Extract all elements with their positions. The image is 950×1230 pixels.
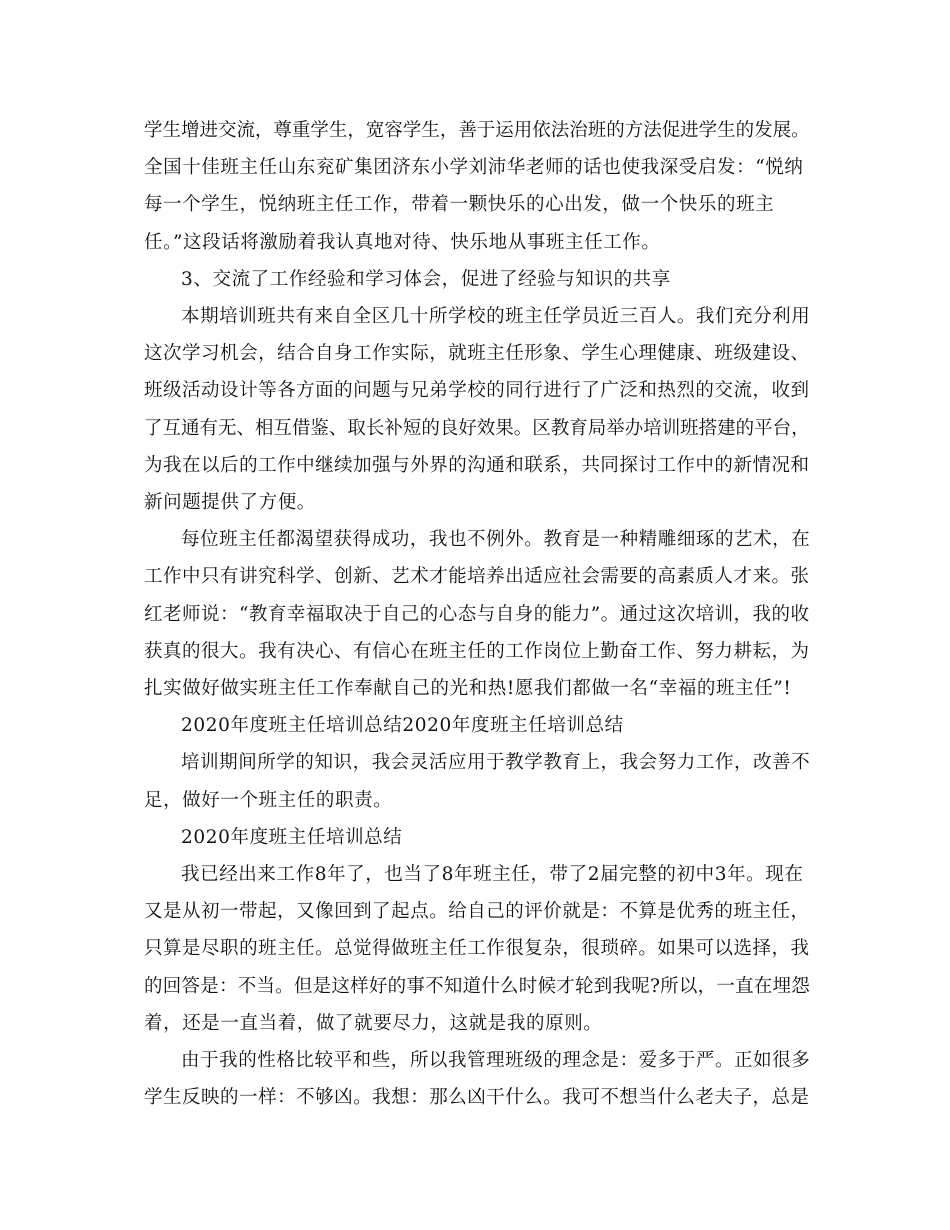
text-line: 3、交流了工作经验和学习体会，促进了经验与知识的共享 (181, 268, 671, 290)
text-line: 培训期间所学的知识，我会灵活应用于教学教育上，我会努力工作，改善不 (181, 752, 811, 774)
text-line: 又是从初一带起，又像回到了起点。给自己的评价就是：不算是优秀的班主任， (144, 901, 810, 923)
text-line: 为我在以后的工作中继续加强与外界的沟通和联系，共同探讨工作中的新情况和 (144, 454, 810, 476)
text-line: 班级活动设计等各方面的问题与兄弟学校的同行进行了广泛和热烈的交流，收到 (144, 380, 810, 402)
text-line: 扎实做好做实班主任工作奉献自己的光和热!愿我们都做一名“幸福的班主任”! (144, 678, 792, 699)
text-line: 每一个学生，悦纳班主任工作，带着一颗快乐的心出发，做一个快乐的班主 (144, 194, 775, 216)
text-line: 着，还是一直当着，做了就要尽力，这就是我的原则。 (144, 1012, 603, 1034)
text-line: 获真的很大。我有决心、有信心在班主任的工作岗位上勤奋工作、努力耕耘，为 (144, 640, 810, 662)
text-line: 学生增进交流，尊重学生，宽容学生，善于运用依法治班的方法促进学生的发展。 (144, 120, 810, 141)
text-line: 新问题提供了方便。 (144, 492, 316, 513)
text-line: 我已经出来工作8年了，也当了8年班主任，带了2届完整的初中3年。现在 (181, 864, 804, 885)
text-line: 每位班主任都渴望获得成功，我也不例外。教育是一种精雕细琢的艺术，在 (181, 529, 811, 551)
text-line: 2020年度班主任培训总结 (181, 826, 403, 848)
text-line: 本期培训班共有来自全区几十所学校的班主任学员近三百人。我们充分利用 (181, 306, 811, 327)
text-line: 任。”这段话将激励着我认真地对待、快乐地从事班主任工作。 (144, 231, 661, 253)
text-line: 红老师说：“教育幸福取决于自己的心态与自身的能力”。通过这次培训，我的收 (144, 603, 810, 625)
text-line: 只算是尽职的班主任。总觉得做班主任工作很复杂，很琐碎。如果可以选择，我 (144, 938, 810, 960)
text-line: 由于我的性格比较平和些，所以我管理班级的理念是：爱多于严。正如很多 (181, 1050, 811, 1071)
text-line: 工作中只有讲究科学、创新、艺术才能培养出适应社会需要的高素质人才来。张 (144, 566, 810, 588)
text-line: 全国十佳班主任山东兖矿集团济东小学刘沛华老师的话也使我深受启发：“悦纳 (144, 157, 804, 179)
text-line: 2020年度班主任培训总结2020年度班主任培训总结 (181, 715, 624, 737)
text-line: 学生反映的一样：不够凶。我想：那么凶干什么。我可不想当什么老夫子，总是 (144, 1087, 810, 1109)
text-line: 足，做好一个班主任的职责。 (144, 789, 393, 811)
text-line: 了互通有无、相互借鉴、取长补短的良好效果。区教育局举办培训班搭建的平台， (144, 417, 810, 439)
text-line: 的回答是：不当。但是这样好的事不知道什么时候才轮到我呢?所以，一直在埋怨 (144, 975, 811, 997)
text-line: 这次学习机会，结合自身工作实际，就班主任形象、学生心理健康、班级建设、 (144, 343, 810, 365)
